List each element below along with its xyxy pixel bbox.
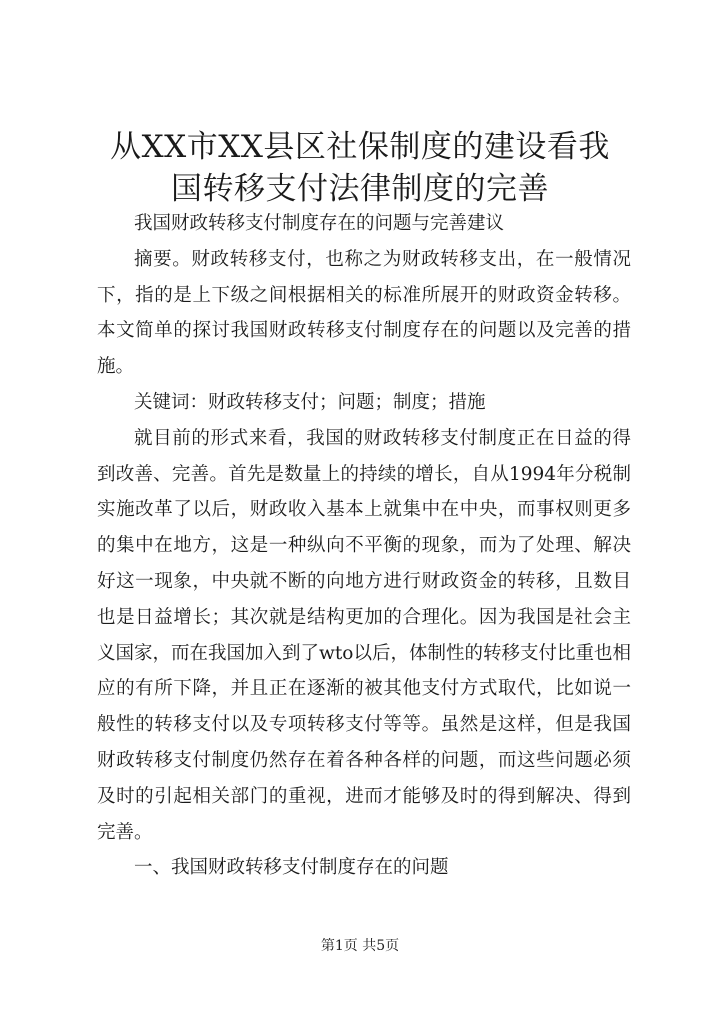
- page-footer: 第1页 共5页: [320, 938, 400, 954]
- abstract-paragraph: 摘要。财政转移支付，也称之为财政转移支出，在一般情况下，指的是上下级之间根据相关的标准所展开的财政资金转移。本文简单的探讨我国财政转移支付制度存在的问题以及完善的措施。: [97, 248, 631, 378]
- subtitle-paragraph: 我国财政转移支付制度存在的问题与完善建议: [134, 213, 505, 234]
- section-heading: 一、我国财政转移支付制度存在的问题: [134, 857, 449, 879]
- keywords-paragraph: 关键词：财政转移支付；问题；制度；措施: [134, 391, 486, 413]
- body-paragraph: 就目前的形式来看，我国的财政转移支付制度正在日益的得到改善、完善。首先是数量上的持续的增长，自从1994年分税制实施改革了以后，财政收入基本上就集中在中央，而事权则更多的集中在地方，这是一种纵向不平衡的现象，而为了处理、解决好这一现象，中央就不断的向地方进行财政资金的转移，且数目也是日益增长；其次就是结构更加的合理化。因为我国是社会主义国家，而在我国加入到了wto以后，体制性的转移支付比重也相应的有所下降，并且正在逐渐的被其他支付方式取代，比如说一般性的转移支付以及专项转移支付等等。虽然是这样，但是我国财政转移支付制度仍然存在着各种各样的问题，而这些问题必须及时的引起相关部门的重视，进而才能够及时的得到解决、得到完善。: [97, 427, 631, 843]
- page-title: 从XX市XX县区社保制度的建设看我国转移支付法律制度的完善: [110, 129, 610, 207]
- document-body: [97, 206, 631, 886]
